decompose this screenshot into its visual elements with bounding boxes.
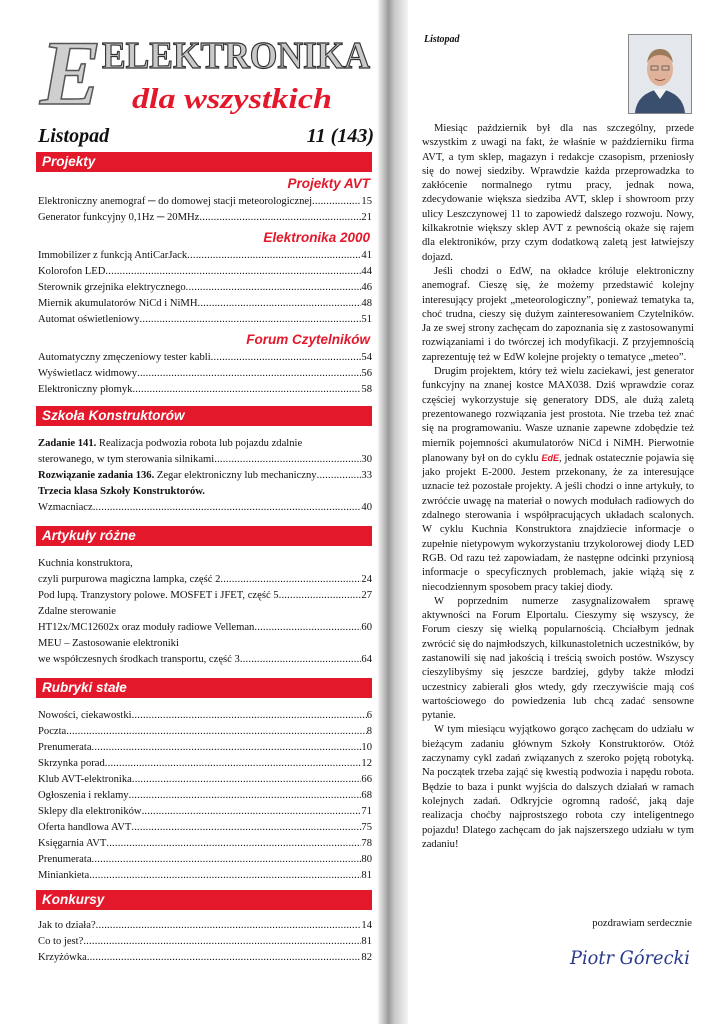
editorial-paragraph: Drugim projektem, który też wielu zaciekawi, jest generator funkcyjny na znanej kostce MAX038. Dziś wprawdzie coraz częściej wykorzystuje się generatory DDS, ale dużą zaletą prezentowanego rozwiązania jest prostota. Nie trzeba też znać się na programowaniu. Wasze uznanie zapewne zdobędzie też miernik pojemności akumulatorów NiCd i NiMH. Pierwotnie planowany był on do cyklu EdE, jednak ostatecznie pojawia się jako projekt E-2000. Jestem przekonany, że za interesujące uznacie też pozostałe projekty. A jeśli chodzi o inne artykuły, to zwróćcie uwagę na materiał o nowych modułach radiowych do zdalnego sterowania i współpracujących układach scalonych. W cyklu Kuchnia Konstruktora znajdziecie informacje o zupełnie nietypowym wykorzystaniu trzykolorowej diody LED RGB. Od razu też zapowiadam, że następne odcinki przyniosą informacje o specyficznych problemach, jakie wiążą się z niecodziennym sposobem pracy takiej diody. (422, 366, 694, 593)
toc-entry[interactable]: Miernik akumulatorów NiCd i NiMH ..... 48 (38, 296, 372, 312)
subsection-forum-czytelnikow: Forum Czytelników (246, 332, 370, 347)
toc-entry[interactable]: Pod lupą. Tranzystory polowe. MOSFET i JFET, część 5 ..... 27 (38, 588, 372, 604)
issue-header (38, 125, 374, 149)
toc-entry-zadanie-141[interactable]: Zadanie 141. Realizacja podwozia robota lub pojazdu zdalnie (38, 438, 303, 449)
toc-trzecia-klasa: Trzecia klasa Szkoły Konstruktorów. (38, 486, 205, 497)
toc-entry[interactable]: Sterownik grzejnika elektrycznego ..... 46 (38, 280, 372, 296)
editorial-paragraph: W poprzednim numerze zasygnalizowałem sprawę aktywności na Forum Elportalu. Cieszymy się wszyscy, że Forum cieszy się wielką popularnością. Chciałbym jednak zwrócić się do najmłodszych, kilkunastoletnich uczestników, by zastanowili się nad jakością i treścią swoich postów. Wszyscy cieszylibyśmy się jeszcze bardziej, gdyby także młodzi uczestnicy zabierali głos wtedy, gdy rzeczywiście mają coś wartościowego do powiedzenia lub chcą zadać sensowne pytanie. (422, 595, 694, 722)
editor-photo (628, 34, 692, 114)
editorial-paragraph: Miesiąc październik był dla nas szczególny, przede wszystkim z uwagi na fakt, że właśnie w październiku firma AVT, a tym sklep, magazyn i redakcje czasopism, przeniosły się do nowej siedziby. Wprawdzie każda przeprowadzka to zakłócenie normalnego rytmu pracy, jednak nowa, zdecydowanie większa siedziba AVT, sklep i showroom przy ulicy Leszczynowej 11 to zapowiedź dalszego rozwoju. Nowy, kilkakrotnie większy sklep AVT z pewnością okaże się rajem dla elektroników, przy czym dodatkową zaletą jest łatwiejszy dojazd. (422, 123, 694, 263)
toc-line: MEU – Zastosowanie elektroniki (38, 638, 179, 649)
toc-entry[interactable]: Klub AVT-elektronika ..... 66 (38, 772, 372, 788)
toc-entry[interactable]: sterowanego, w tym sterowania silnikami ..... 30 (38, 452, 372, 468)
subsection-projekty-avt: Projekty AVT (287, 176, 370, 191)
toc-entry[interactable]: Automat oświetleniowy ..... 51 (38, 312, 372, 328)
issue-number: 11 (143) (306, 125, 374, 147)
toc-line: Zdalne sterowanie (38, 606, 116, 617)
toc-entry[interactable]: Skrzynka porad ..... 12 (38, 756, 372, 772)
toc-entry[interactable]: Poczta ..... 8 (38, 724, 372, 740)
toc-entry[interactable]: Kolorofon LED ..... 44 (38, 264, 372, 280)
section-bar-rubryki-stale: Rubryki stałe (36, 678, 372, 698)
section-bar-artykuly-rozne: Artykuły różne (36, 526, 372, 546)
section-bar-szkola-konstruktorow: Szkoła Konstruktorów (36, 406, 372, 426)
toc-entry[interactable]: Oferta handlowa AVT ..... 75 (38, 820, 372, 836)
toc-entry[interactable]: czyli purpurowa magiczna lampka, część 2 ..... 24 (38, 572, 372, 588)
toc-entry[interactable]: Immobilizer z funkcją AntiCarJack ..... 41 (38, 248, 372, 264)
page-gutter (378, 0, 408, 1024)
logo-title: ELEKTRONIKA (102, 35, 371, 77)
toc-entry[interactable]: Rozwiązanie zadania 136. Zegar elektroniczny lub mechaniczny ..... 33 (38, 468, 372, 484)
toc-entry[interactable]: Krzyżówka ..... 82 (38, 950, 372, 966)
toc-entry[interactable]: Sklepy dla elektroników ..... 71 (38, 804, 372, 820)
svg-text:E: E (40, 22, 102, 118)
toc-entry[interactable]: Automatyczny zmęczeniowy tester kabli ..... 54 (38, 350, 372, 366)
toc-entry[interactable]: Generator funkcyjny 0,1Hz ─ 20MHz ..... 21 (38, 210, 372, 226)
toc-entry[interactable]: HT12x/MC12602x oraz moduły radiowe Velleman ..... 60 (38, 620, 372, 636)
toc-entry[interactable]: Miniankieta ..... 81 (38, 868, 372, 884)
editorial-header: Listopad (424, 34, 460, 45)
toc-entry[interactable]: Ogłoszenia i reklamy ..... 68 (38, 788, 372, 804)
toc-entry[interactable]: Prenumerata ..... 10 (38, 740, 372, 756)
ede-logo: EdE (541, 452, 559, 463)
toc-entry[interactable]: Księgarnia AVT ..... 78 (38, 836, 372, 852)
editor-signature (566, 936, 696, 976)
toc-entry[interactable]: Elektroniczny płomyk ..... 58 (38, 382, 372, 398)
toc-entry[interactable]: Prenumerata ..... 80 (38, 852, 372, 868)
svg-text:Piotr Górecki: Piotr Górecki (569, 947, 690, 969)
section-bar-projekty: Projekty (36, 152, 372, 172)
toc-entry[interactable]: Wyświetlacz widmowy ..... 56 (38, 366, 372, 382)
closing-greeting: pozdrawiam serdecznie (592, 918, 692, 929)
toc-entry[interactable]: we współczesnych środkach transportu, część 3 ..... 64 (38, 652, 372, 668)
toc-entry[interactable]: Co to jest? ..... 81 (38, 934, 372, 950)
editorial-paragraph: Jeśli chodzi o EdW, na okładce króluje elektroniczny anemograf. Cieszę się, że możemy przedstawić kolejny interesujący projekt „meteorologiczny”, ponieważ tematyka ta, choć trudna, cieszy się dużym zainteresowaniem Czytelników. Ja ze swej strony zachęcam do zapoznania się z zastosowanymi rozwiązaniami i do twórczej ich modyfikacji. Z przyjemnością zaprezentuję też w EdW kolejne projekty o tematyce „meteo”. (422, 265, 694, 363)
logo-subtitle: dla wszystkich (132, 84, 332, 115)
toc-entry[interactable]: Nowości, ciekawostki ..... 6 (38, 708, 372, 724)
toc-entry[interactable]: Jak to działa? ..... 14 (38, 918, 372, 934)
section-bar-konkursy: Konkursy (36, 890, 372, 910)
editorial-paragraph: W tym miesiącu wyjątkowo gorąco zachęcam do udziału w bieżącym zadaniu głównym Szkoły Konstruktorów. Otóż zaczynamy cykl zadań związanych z szeroko pojętą robotyką. Na początek trzeba zająć się kwestią podwozia i napędu robota. Będzie to baza i punkt wyjścia do dalszych działań w ramach kolejnych zadań. Odkryjcie ogromną radość, jaką daje realizacja choćby najprostszego robota czy inteligentnego pojazdu! Dlatego zachęcam do jak najszerszego udziału w tym zadaniu! (422, 724, 694, 850)
issue-month: Listopad (38, 125, 110, 147)
toc-line: Kuchnia konstruktora, (38, 558, 133, 569)
subsection-elektronika-2000: Elektronika 2000 (263, 230, 370, 245)
toc-entry[interactable]: Wzmacniacz ..... 40 (38, 500, 372, 516)
magazine-logo (36, 22, 374, 118)
toc-entry[interactable]: Elektroniczny anemograf ─ do domowej stacji meteorologicznej ..... 15 (38, 194, 372, 210)
editorial-text (422, 122, 694, 852)
